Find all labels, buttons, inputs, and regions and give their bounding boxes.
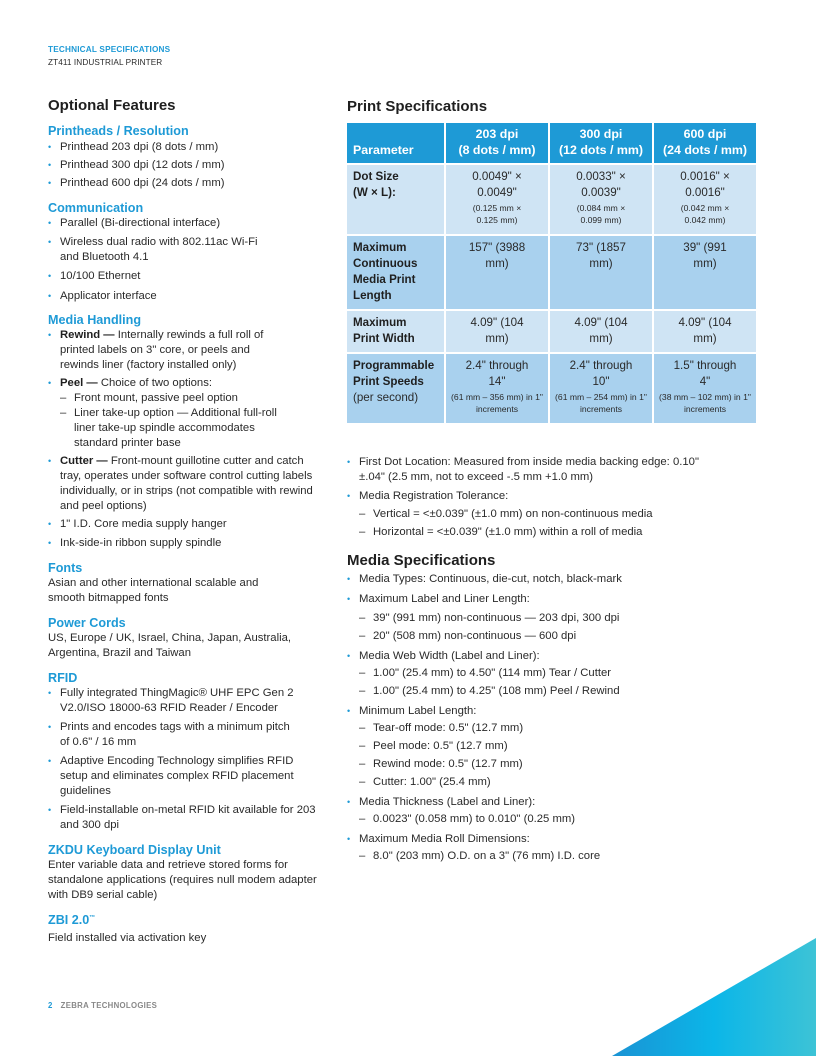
table-header-203dpi: 203 dpi (8 dots / mm)	[446, 123, 548, 163]
rfid-list	[48, 686, 318, 833]
list-item: – Vertical = <±0.039" (±1.0 mm) on non-continuous media	[359, 508, 653, 520]
corner-decoration-icon	[612, 938, 816, 1056]
dash-icon: –	[60, 407, 67, 419]
sub-list	[359, 721, 762, 790]
dash-icon: –	[359, 630, 366, 642]
table-row	[347, 236, 756, 309]
dash-icon: –	[359, 667, 366, 679]
list-item: • Peel — Choice of two options: – Front mount, passive peel option – Liner take-up option — Additional full-roll liner take-up spindle accommodates standard printer base	[48, 376, 323, 451]
list-item: • Field-installable on-metal RFID kit available for 203 and 300 dpi	[48, 804, 316, 831]
list-item: – Horizontal = <±0.039" (±1.0 mm) within a roll of media	[359, 526, 643, 538]
table-header-row	[347, 123, 756, 163]
list-item: • Prints and encodes tags with a minimum pitch of 0.6" / 16 mm	[48, 721, 290, 748]
list-item: – Cutter: 1.00" (25.4 mm)	[359, 776, 491, 788]
power-cords-text: US, Europe / UK, Israel, China, Japan, Australia, Argentina, Brazil and Taiwan	[48, 632, 292, 659]
dash-icon: –	[359, 776, 366, 788]
list-item: • Printhead 300 dpi (12 dots / mm)	[48, 159, 225, 171]
communication-title: Communication	[48, 201, 144, 215]
bullet-icon: •	[347, 706, 351, 716]
list-item: – Liner take-up option — Additional full-roll liner take-up spindle accommodates standard printer base	[60, 407, 277, 449]
print-specs-table	[345, 121, 758, 425]
table-cell: 4.09" (104 mm)	[446, 311, 548, 352]
media-specs-title: Media Specifications	[347, 552, 496, 569]
list-item: • Wireless dual radio with 802.11ac Wi-Fi and Bluetooth 4.1	[48, 236, 258, 263]
list-item: • Rewind — Internally rewinds a full roll of printed labels on 3" core, or peels and rewinds liner (factory installed only)	[48, 329, 264, 371]
corner-triangle	[612, 938, 816, 1056]
table-cell: 157" (3988 mm)	[446, 236, 548, 309]
table-cell: 2.4" through 14" (61 mm – 356 mm) in 1" increments	[446, 354, 548, 423]
registration-sub-list	[359, 507, 727, 540]
dash-icon: –	[359, 526, 366, 538]
param-max-print-width: Maximum Print Width	[347, 311, 444, 352]
list-item: – Rewind mode: 0.5" (12.7 mm)	[359, 758, 523, 770]
list-item: • Applicator interface	[48, 290, 157, 302]
sub-list	[359, 611, 762, 644]
dash-icon: –	[359, 758, 366, 770]
param-dot-size: Dot Size (W × L):	[347, 165, 444, 234]
param-print-speeds: Programmable Print Speeds (per second)	[347, 354, 444, 423]
bullet-icon: •	[48, 291, 52, 301]
bullet-icon: •	[48, 178, 52, 188]
bullet-icon: •	[48, 805, 52, 815]
bullet-icon: •	[347, 491, 351, 501]
dash-icon: –	[359, 813, 366, 825]
sub-list	[359, 666, 762, 699]
bullet-icon: •	[48, 271, 52, 281]
dash-icon: –	[359, 685, 366, 697]
list-item: • Minimum Label Length: – Tear-off mode: 0.5" (12.7 mm) – Peel mode: 0.5" (12.7 mm) – Rewind mode: 0.5" (12.7 mm) – Cutter: 1.00" (25.4 mm)	[347, 704, 762, 790]
power-cords-title: Power Cords	[48, 616, 126, 630]
sub-list	[359, 849, 762, 864]
table-header-300dpi: 300 dpi (12 dots / mm)	[550, 123, 652, 163]
media-handling-list	[48, 328, 323, 551]
page-footer	[48, 1001, 157, 1010]
list-item: • Media Thickness (Label and Liner): – 0.0023" (0.058 mm) to 0.010" (0.25 mm)	[347, 795, 762, 827]
bullet-icon: •	[48, 142, 52, 152]
dash-icon: –	[359, 850, 366, 862]
table-row	[347, 311, 756, 352]
footer-brand: ZEBRA TECHNOLOGIES	[60, 1001, 158, 1010]
list-item: – 8.0" (203 mm) O.D. on a 3" (76 mm) I.D. core	[359, 850, 601, 862]
bullet-icon: •	[48, 538, 52, 548]
list-item: • First Dot Location: Measured from inside media backing edge: 0.10" ±.04" (2.5 mm, not to exceed -.5 mm +1.0 mm)	[347, 456, 699, 483]
table-cell: 73" (1857 mm)	[550, 236, 652, 309]
table-cell: 4.09" (104 mm)	[550, 311, 652, 352]
communication-list	[48, 216, 323, 304]
table-row	[347, 354, 756, 423]
bullet-icon: •	[347, 651, 351, 661]
zbi-title: ZBI 2.0™	[48, 913, 96, 927]
dash-icon: –	[359, 740, 366, 752]
table-cell: 0.0033" × 0.0039" (0.084 mm × 0.099 mm)	[550, 165, 652, 234]
sub-list	[359, 812, 762, 827]
list-item: • Media Registration Tolerance: – Vertical = <±0.039" (±1.0 mm) on non-continuous media – Horizontal = <±0.039" (±1.0 mm) within a roll of media	[347, 489, 727, 540]
list-item: • 10/100 Ethernet	[48, 270, 141, 282]
zkdu-text: Enter variable data and retrieve stored forms for standalone applications (requires null modem adapter with DB9 serial cable)	[48, 859, 317, 901]
list-item: • Maximum Label and Liner Length: – 39" (991 mm) non-continuous — 203 dpi, 300 dpi – 20" (508 mm) non-continuous — 600 dpi	[347, 592, 762, 644]
bullet-icon: •	[347, 574, 351, 584]
list-item: • 1" I.D. Core media supply hanger	[48, 518, 227, 530]
media-specs-list	[347, 572, 762, 864]
bullet-icon: •	[48, 330, 52, 340]
bullet-icon: •	[48, 756, 52, 766]
list-item: • Adaptive Encoding Technology simplifies RFID setup and eliminates complex RFID placement guidelines	[48, 755, 294, 797]
list-item: • Maximum Media Roll Dimensions: – 8.0" (203 mm) O.D. on a 3" (76 mm) I.D. core	[347, 832, 762, 864]
print-specs-title: Print Specifications	[347, 98, 488, 115]
dash-icon: –	[60, 392, 67, 404]
bullet-icon: •	[347, 457, 351, 467]
bullet-icon: •	[48, 160, 52, 170]
optional-features-column	[48, 97, 323, 946]
list-item: – Front mount, passive peel option	[60, 392, 238, 404]
bullet-icon: •	[48, 519, 52, 529]
bullet-icon: •	[347, 834, 351, 844]
table-cell: 4.09" (104 mm)	[654, 311, 756, 352]
bullet-icon: •	[48, 237, 52, 247]
bullet-icon: •	[48, 456, 52, 466]
table-cell: 0.0016" × 0.0016" (0.042 mm × 0.042 mm)	[654, 165, 756, 234]
bullet-icon: •	[48, 218, 52, 228]
media-handling-title: Media Handling	[48, 313, 142, 327]
zkdu-title: ZKDU Keyboard Display Unit	[48, 843, 221, 857]
table-cell: 2.4" through 10" (61 mm – 254 mm) in 1" increments	[550, 354, 652, 423]
list-item: • Printhead 203 dpi (8 dots / mm)	[48, 141, 219, 153]
fonts-text: Asian and other international scalable and smooth bitmapped fonts	[48, 577, 259, 604]
bullet-icon: •	[347, 594, 351, 604]
list-item: • Media Types: Continuous, die-cut, notch, black-mark	[347, 573, 622, 585]
list-item: – 20" (508 mm) non-continuous — 600 dpi	[359, 630, 577, 642]
printheads-title: Printheads / Resolution	[48, 124, 189, 138]
list-item: • Printhead 600 dpi (24 dots / mm)	[48, 177, 225, 189]
table-cell: 0.0049" × 0.0049" (0.125 mm × 0.125 mm)	[446, 165, 548, 234]
list-item: – 1.00" (25.4 mm) to 4.25" (108 mm) Peel / Rewind	[359, 685, 620, 697]
header-product: ZT411 INDUSTRIAL PRINTER	[48, 58, 163, 67]
print-notes-list	[347, 455, 727, 540]
list-item: – Peel mode: 0.5" (12.7 mm)	[359, 740, 508, 752]
header-category: TECHNICAL SPECIFICATIONS	[48, 45, 171, 54]
table-header-600dpi: 600 dpi (24 dots / mm)	[654, 123, 756, 163]
bullet-icon: •	[48, 722, 52, 732]
specifications-column	[347, 98, 762, 864]
table-row	[347, 165, 756, 234]
rfid-title: RFID	[48, 671, 78, 685]
table-cell: 39" (991 mm)	[654, 236, 756, 309]
table-cell: 1.5" through 4" (38 mm – 102 mm) in 1" increments	[654, 354, 756, 423]
optional-features-title: Optional Features	[48, 97, 176, 114]
list-item: • Ink-side-in ribbon supply spindle	[48, 537, 222, 549]
list-item: – 1.00" (25.4 mm) to 4.50" (114 mm) Tear / Cutter	[359, 667, 612, 679]
printheads-list	[48, 140, 323, 191]
param-max-continuous-length: Maximum Continuous Media Print Length	[347, 236, 444, 309]
dash-icon: –	[359, 722, 366, 734]
page-number: 2	[48, 1001, 53, 1010]
peel-sub-list	[60, 391, 285, 451]
list-item: • Parallel (Bi-directional interface)	[48, 217, 221, 229]
fonts-title: Fonts	[48, 561, 83, 575]
list-item: – 39" (991 mm) non-continuous — 203 dpi, 300 dpi	[359, 612, 620, 624]
list-item: – 0.0023" (0.058 mm) to 0.010" (0.25 mm)	[359, 813, 576, 825]
bullet-icon: •	[48, 688, 52, 698]
dash-icon: –	[359, 508, 366, 520]
table-header-parameter: Parameter	[347, 123, 444, 163]
list-item: – Tear-off mode: 0.5" (12.7 mm)	[359, 722, 524, 734]
dash-icon: –	[359, 612, 366, 624]
bullet-icon: •	[347, 797, 351, 807]
list-item: • Media Web Width (Label and Liner): – 1.00" (25.4 mm) to 4.50" (114 mm) Tear / Cutter – 1.00" (25.4 mm) to 4.25" (108 mm) Peel / Rewind	[347, 649, 762, 699]
list-item: • Fully integrated ThingMagic® UHF EPC Gen 2 V2.0/ISO 18000-63 RFID Reader / Encoder	[48, 687, 294, 714]
zbi-text: Field installed via activation key	[48, 932, 207, 944]
bullet-icon: •	[48, 378, 52, 388]
list-item: • Cutter — Front-mount guillotine cutter and catch tray, operates under software control cutting labels individually, or in strips (not compatible with rewind and peel options)	[48, 455, 313, 512]
